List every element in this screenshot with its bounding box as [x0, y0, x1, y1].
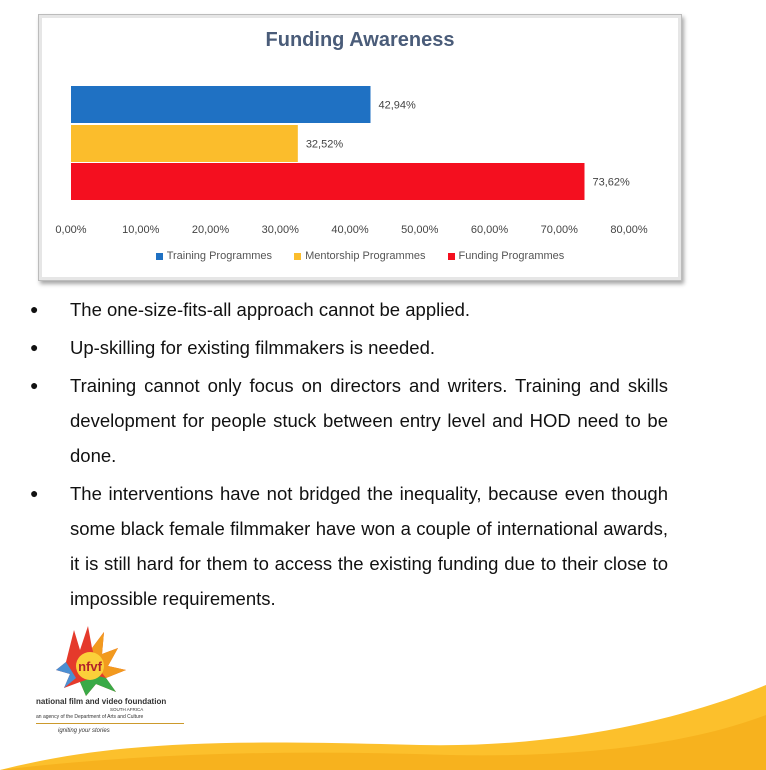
- x-tick-label: 50,00%: [401, 224, 439, 236]
- legend-item: [448, 250, 565, 262]
- legend-swatch: [448, 253, 455, 260]
- bar-mentorship-programmes: [71, 125, 298, 162]
- x-tick-label: 60,00%: [470, 224, 509, 236]
- bullet-text: Up-skilling for existing filmmakers is needed.: [70, 337, 435, 358]
- bullet-dot-icon: ●: [30, 377, 39, 393]
- bullet-item: [26, 292, 668, 327]
- bullet-dot-icon: ●: [30, 485, 39, 501]
- x-tick-label: 20,00%: [191, 224, 230, 236]
- bullet-dot-icon: ●: [30, 339, 39, 355]
- logo-country: SOUTH AFRICA: [110, 707, 144, 712]
- chart-container: [38, 14, 682, 281]
- chart-title: Funding Awareness: [265, 29, 455, 51]
- logo-mark-text: nfvf: [78, 659, 102, 674]
- data-label: 73,62%: [592, 176, 630, 189]
- x-tick-label: 70,00%: [540, 224, 578, 236]
- legend-item: [156, 250, 272, 262]
- bullet-text: The one-size-fits-all approach cannot be applied.: [70, 299, 471, 320]
- data-label: 42,94%: [378, 99, 416, 112]
- logo-agency: an agency of the Department of Arts and Culture: [36, 714, 144, 720]
- bullet-item: [26, 368, 668, 473]
- x-tick-label: 40,00%: [331, 224, 369, 236]
- legend-label: Funding Programmes: [458, 250, 565, 262]
- legend-item: [294, 250, 425, 262]
- bullet-list: [26, 292, 668, 619]
- x-tick-label: 30,00%: [261, 224, 299, 236]
- chart-legend: [39, 250, 681, 262]
- bar-funding-programmes: [71, 163, 584, 200]
- nfvf-logo-mark: [36, 622, 146, 697]
- bar-chart: [39, 15, 681, 280]
- x-tick-label: 0,00%: [55, 224, 87, 236]
- bullet-item: [26, 330, 668, 365]
- logo-tagline: igniting your stories: [58, 728, 110, 734]
- bullet-text: The interventions have not bridged the inequality, because even though some black female filmmaker have won a couple of international awards, it is still hard for them to access the existing funding due to their close to impossible requirements.: [70, 483, 668, 609]
- legend-swatch: [156, 253, 163, 260]
- legend-swatch: [294, 253, 301, 260]
- bullet-text: Training cannot only focus on directors and writers. Training and skills development for people stuck between entry level and HOD need to be done.: [70, 375, 668, 466]
- bullet-dot-icon: ●: [30, 301, 39, 317]
- bar-training-programmes: [71, 86, 371, 123]
- legend-label: Training Programmes: [166, 250, 273, 262]
- bullet-item: [26, 476, 668, 616]
- data-label: 32,52%: [305, 138, 344, 151]
- x-tick-label: 10,00%: [122, 224, 160, 236]
- x-tick-label: 80,00%: [610, 224, 648, 236]
- logo-org-name: national film and video foundation: [36, 697, 167, 706]
- nfvf-logo: [36, 622, 186, 742]
- logo-divider: [36, 723, 184, 724]
- legend-label: Mentorship Programmes: [305, 250, 426, 262]
